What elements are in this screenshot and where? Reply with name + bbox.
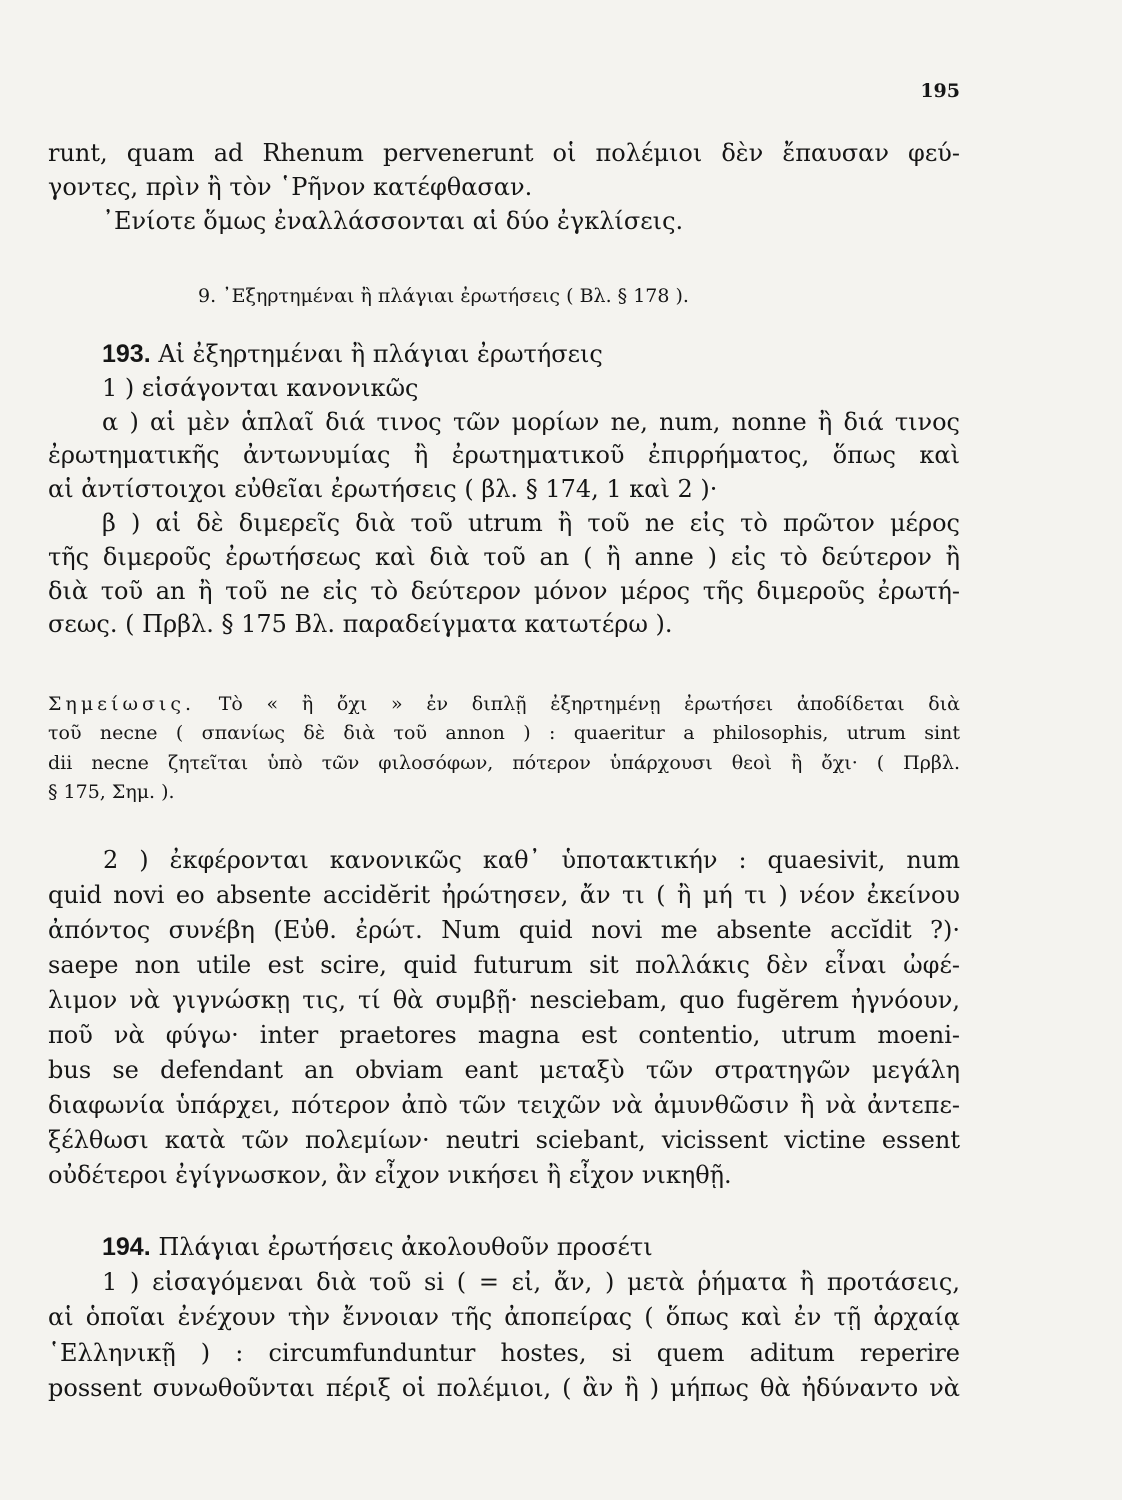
paragraph-continuation: [48, 137, 960, 238]
text-line: ῾Ελληνικῇ ) : circumfunduntur hostes, si quem aditum reperire: [48, 1338, 960, 1367]
text-line: ποῦ νὰ φύγω· inter praetores magna est contentio, utrum moeni-: [48, 1021, 960, 1049]
section-title: Πλάγιαι ἐρωτήσεις ἀκολουθοῦν προσέτι: [158, 1233, 653, 1261]
text-line: τῆς διμεροῦς ἐρωτήσεως καὶ διὰ τοῦ an ( ἢ anne ) εἰς τὸ δεύτερον ἢ: [48, 542, 960, 571]
text-line: ᾿Ενίοτε ὅμως ἐναλλάσσονται αἱ δύο ἐγκλίσεις.: [102, 206, 684, 235]
text-line: διαφωνία ὑπάρχει, πότερον ἀπὸ τῶν τειχῶν νὰ ἀμυνθῶσιν ἢ νὰ ἀντεπε-: [48, 1091, 960, 1119]
text-line: dii necne ζητεῖται ὑπὸ τῶν φιλοσόφων, πότερον ὑπάρχουσι θεοὶ ἢ ὄχι· ( Πρβλ.: [48, 751, 960, 774]
text-line: § 175, Σημ. ).: [48, 780, 175, 803]
text-line: τοῦ necne ( σπανίως δὲ διὰ τοῦ annon ) : quaeritur a philosophis, utrum sint: [48, 722, 960, 745]
text-line: αἱ ὁποῖαι ἐνέχουν τὴν ἔννοιαν τῆς ἀποπείρας ( ὅπως καὶ ἐν τῇ ἀρχαίᾳ: [48, 1303, 960, 1332]
text-line: διὰ τοῦ an ἢ τοῦ ne εἰς τὸ δεύτερον μόνον μέρος τῆς διμεροῦς ἐρωτή-: [48, 576, 960, 605]
section-193: [48, 338, 960, 642]
page-number: 195: [920, 80, 960, 102]
text-line: 1 ) εἰσαγόμεναι διὰ τοῦ si ( = εἰ, ἄν, ) μετὰ ῥήματα ἢ προτάσεις,: [102, 1268, 960, 1297]
section-number: 194.: [102, 1233, 151, 1261]
note-text: Τὸ « ἢ ὄχι » ἐν διπλῇ ἐξηρτημένῃ ἐρωτήσει ἀποδίδεται διὰ: [218, 693, 960, 715]
text-line: 2 ) ἐκφέρονται κανονικῶς καθ᾿ ὑποτακτικήν : quaesivit, num: [103, 846, 960, 874]
subheading-9: [48, 282, 960, 311]
text-line: αἱ ἀντίστοιχοι εὐθεῖαι ἐρωτήσεις ( βλ. § 174, 1 καὶ 2 )·: [48, 475, 718, 504]
text-line: σεως. ( Πρβλ. § 175 Βλ. παραδείγματα κατωτέρω ).: [48, 610, 673, 639]
note-label: Σημείωσις.: [48, 693, 196, 715]
note-block: [48, 690, 960, 807]
section-number: 193.: [102, 340, 151, 368]
section-194: [48, 1230, 960, 1406]
text-line: ἀπόντος συνέβη (Εὐθ. ἐρώτ. Num quid novi me absente accĭdit ?)·: [48, 916, 960, 944]
text-line: ξέλθωσι κατὰ τῶν πολεμίων· neutri sciebant, vicissent victine essent: [48, 1126, 960, 1154]
text-line: 1 ) εἰσάγονται κανονικῶς: [102, 373, 419, 402]
paragraph-2: [48, 843, 960, 1193]
text-line: saepe non utile est scire, quid futurum sit πολλάκις δὲν εἶναι ὠφέ-: [48, 951, 960, 979]
subheading-text: 9. ᾿Εξηρτημέναι ἢ πλάγιαι ἐρωτήσεις ( Βλ. § 178 ).: [198, 285, 689, 307]
text-line: α ) αἱ μὲν ἁπλαῖ διά τινος τῶν μορίων ne, num, nonne ἢ διά τινος: [102, 407, 960, 436]
text-line: bus se defendant an obviam eant μεταξὺ τῶν στρατηγῶν μεγάλη: [48, 1056, 960, 1084]
text-line: γοντες, πρὶν ἢ τὸν ῾Ρῆνον κατέφθασαν.: [48, 172, 533, 201]
text-line: λιμον νὰ γιγνώσκῃ τις, τί θὰ συμβῇ· nesciebam, quo fugĕrem ἠγνόουν,: [48, 986, 960, 1014]
text-line: οὐδέτεροι ἐγίγνωσκον, ἂν εἶχον νικήσει ἢ εἶχον νικηθῇ.: [48, 1161, 732, 1189]
section-title: Αἱ ἐξηρτημέναι ἢ πλάγιαι ἐρωτήσεις: [158, 340, 603, 368]
text-line: possent συνωθοῦνται πέριξ οἱ πολέμιοι, ( ἂν ἢ ) μήπως θὰ ἠδύναντο νὰ: [48, 1373, 960, 1402]
section-heading: [48, 338, 960, 372]
text-line: quid novi eo absente accidĕrit ἠρώτησεν, ἄν τι ( ἢ μή τι ) νέον ἐκείνου: [48, 881, 960, 909]
text-line: [48, 690, 960, 719]
text-line: runt, quam ad Rhenum pervenerunt οἱ πολέμιοι δὲν ἔπαυσαν φεύ-: [48, 139, 960, 167]
text-line: ἐρωτηματικῆς ἀντωνυμίας ἢ ἐρωτηματικοῦ ἐπιρρήματος, ὅπως καὶ: [48, 441, 960, 470]
section-heading: [48, 1230, 960, 1265]
text-line: β ) αἱ δὲ διμερεῖς διὰ τοῦ utrum ἢ τοῦ ne εἰς τὸ πρῶτον μέρος: [102, 508, 960, 537]
